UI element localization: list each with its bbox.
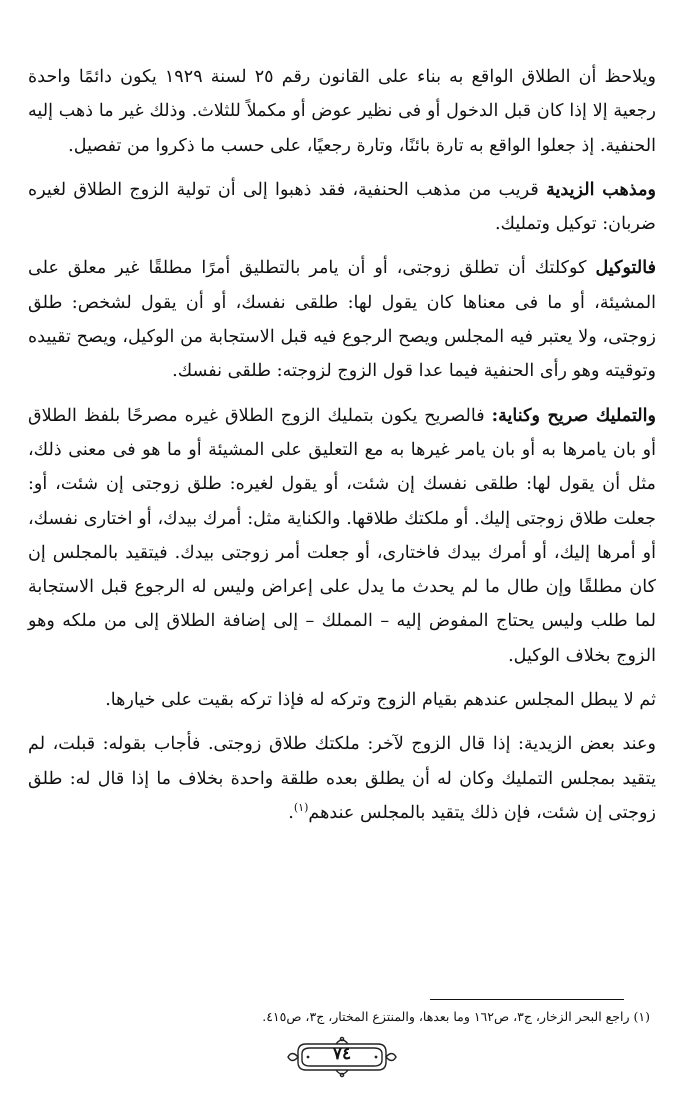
- footnote-divider: [430, 999, 624, 1000]
- footnote: (١) راجع البحر الزخار، ج٣، ص١٦٢ وما بعدها، والمنتزع المختار، ج٣، ص٤١٥.: [262, 1009, 650, 1024]
- page-body: [28, 60, 656, 840]
- page-number-frame: [286, 1034, 398, 1080]
- paragraph-4: والتمليك صريح وكناية: فالصريح يكون بتمليك الزوج الطلاق غيره مصرحًا بلفظ الطلاق أو بان يامرها به أو بان يامر غيرها به مع التعليق على المشيئة أو ما هو فى معنى ذلك، مثل أن يقول لها: طلقى نفسك إن شئت، أو يقول لغيره: طلق زوجتى إن شئت، أو: جعلت طلاق زوجتى إليك. أو ملكتك طلاقها. والكناية مثل: أمرك بيدك، أو اختارى نفسك، أو أمرها إليك، أو أمرك بيدك فاختارى، أو جعلت أمر زوجتى بيدك. فيتقيد بالمجلس إن كان مطلقًا وإن طال ما لم يحدث ما يدل على إعراض وليس له الرجوع قبل الاستجابة لما طلب وليس يحتاج المفوض إليه – المملك – إلى إضافة الطلاق إلى من ملكه وهو الزوج بخلاف الوكيل.: [28, 404, 657, 666]
- paragraph-1: ويلاحظ أن الطلاق الواقع به بناء على القانون رقم ٢٥ لسنة ١٩٢٩ يكون دائمًا واحدة رجعية إلا إذا كان قبل الدخول أو فى نظير عوض أو مكملاً للثلاث. وذلك غير ما ذهب إليه الحنفية. إذ جعلوا الواقع به تارة بائنًا، وتارة رجعيًا، على حسب ما ذكروا من تفصيل.: [28, 67, 657, 156]
- footnote-ref[interactable]: (١): [293, 801, 309, 815]
- paragraph-2: ومذهب الزيدية قريب من مذهب الحنفية، فقد ذهبوا إلى أن تولية الزوج الطلاق لغيره ضربان: توكيل وتمليك.: [28, 178, 656, 235]
- paragraph-3: فالتوكيل كوكلتك أن تطلق زوجتى، أو أن يامر بالتطليق أمرًا مطلقًا غير معلق على المشيئة، أو ما فى معناها كان يقول لها: طلقى نفسك، أو أن يقول لشخص: طلق زوجتى، ولا يعتبر فيه المجلس ويصح الرجوع فيه قبل الاستجابة من الوكيل، ويصح تقييده وتوقيته وهو رأى الحنفية فيما عدا قول الزوج لزوجته: طلقى نفسك.: [28, 257, 656, 382]
- paragraph-5: ثم لا يبطل المجلس عندهم بقيام الزوج وتركه له فإذا تركه بقيت على خيارها.: [105, 690, 656, 711]
- paragraph-lead: والتمليك صريح وكناية:: [491, 404, 657, 426]
- paragraph-lead: ومذهب الزيدية: [546, 178, 656, 200]
- page-number: ٧٤: [332, 1044, 352, 1064]
- paragraph-6: وعند بعض الزيدية: إذا قال الزوج لآخر: ملكتك طلاق زوجتى. فأجاب بقوله: قبلت، لم يتقيد بمجلس التمليك وكان له أن يطلق بعده طلقة واحدة بخلاف ما إذا قال له: طلق زوجتى إن شئت، فإن ذلك يتقيد بالمجلس عندهم$^{(١)}$.: [28, 734, 656, 823]
- paragraph-lead: فالتوكيل: [595, 257, 656, 279]
